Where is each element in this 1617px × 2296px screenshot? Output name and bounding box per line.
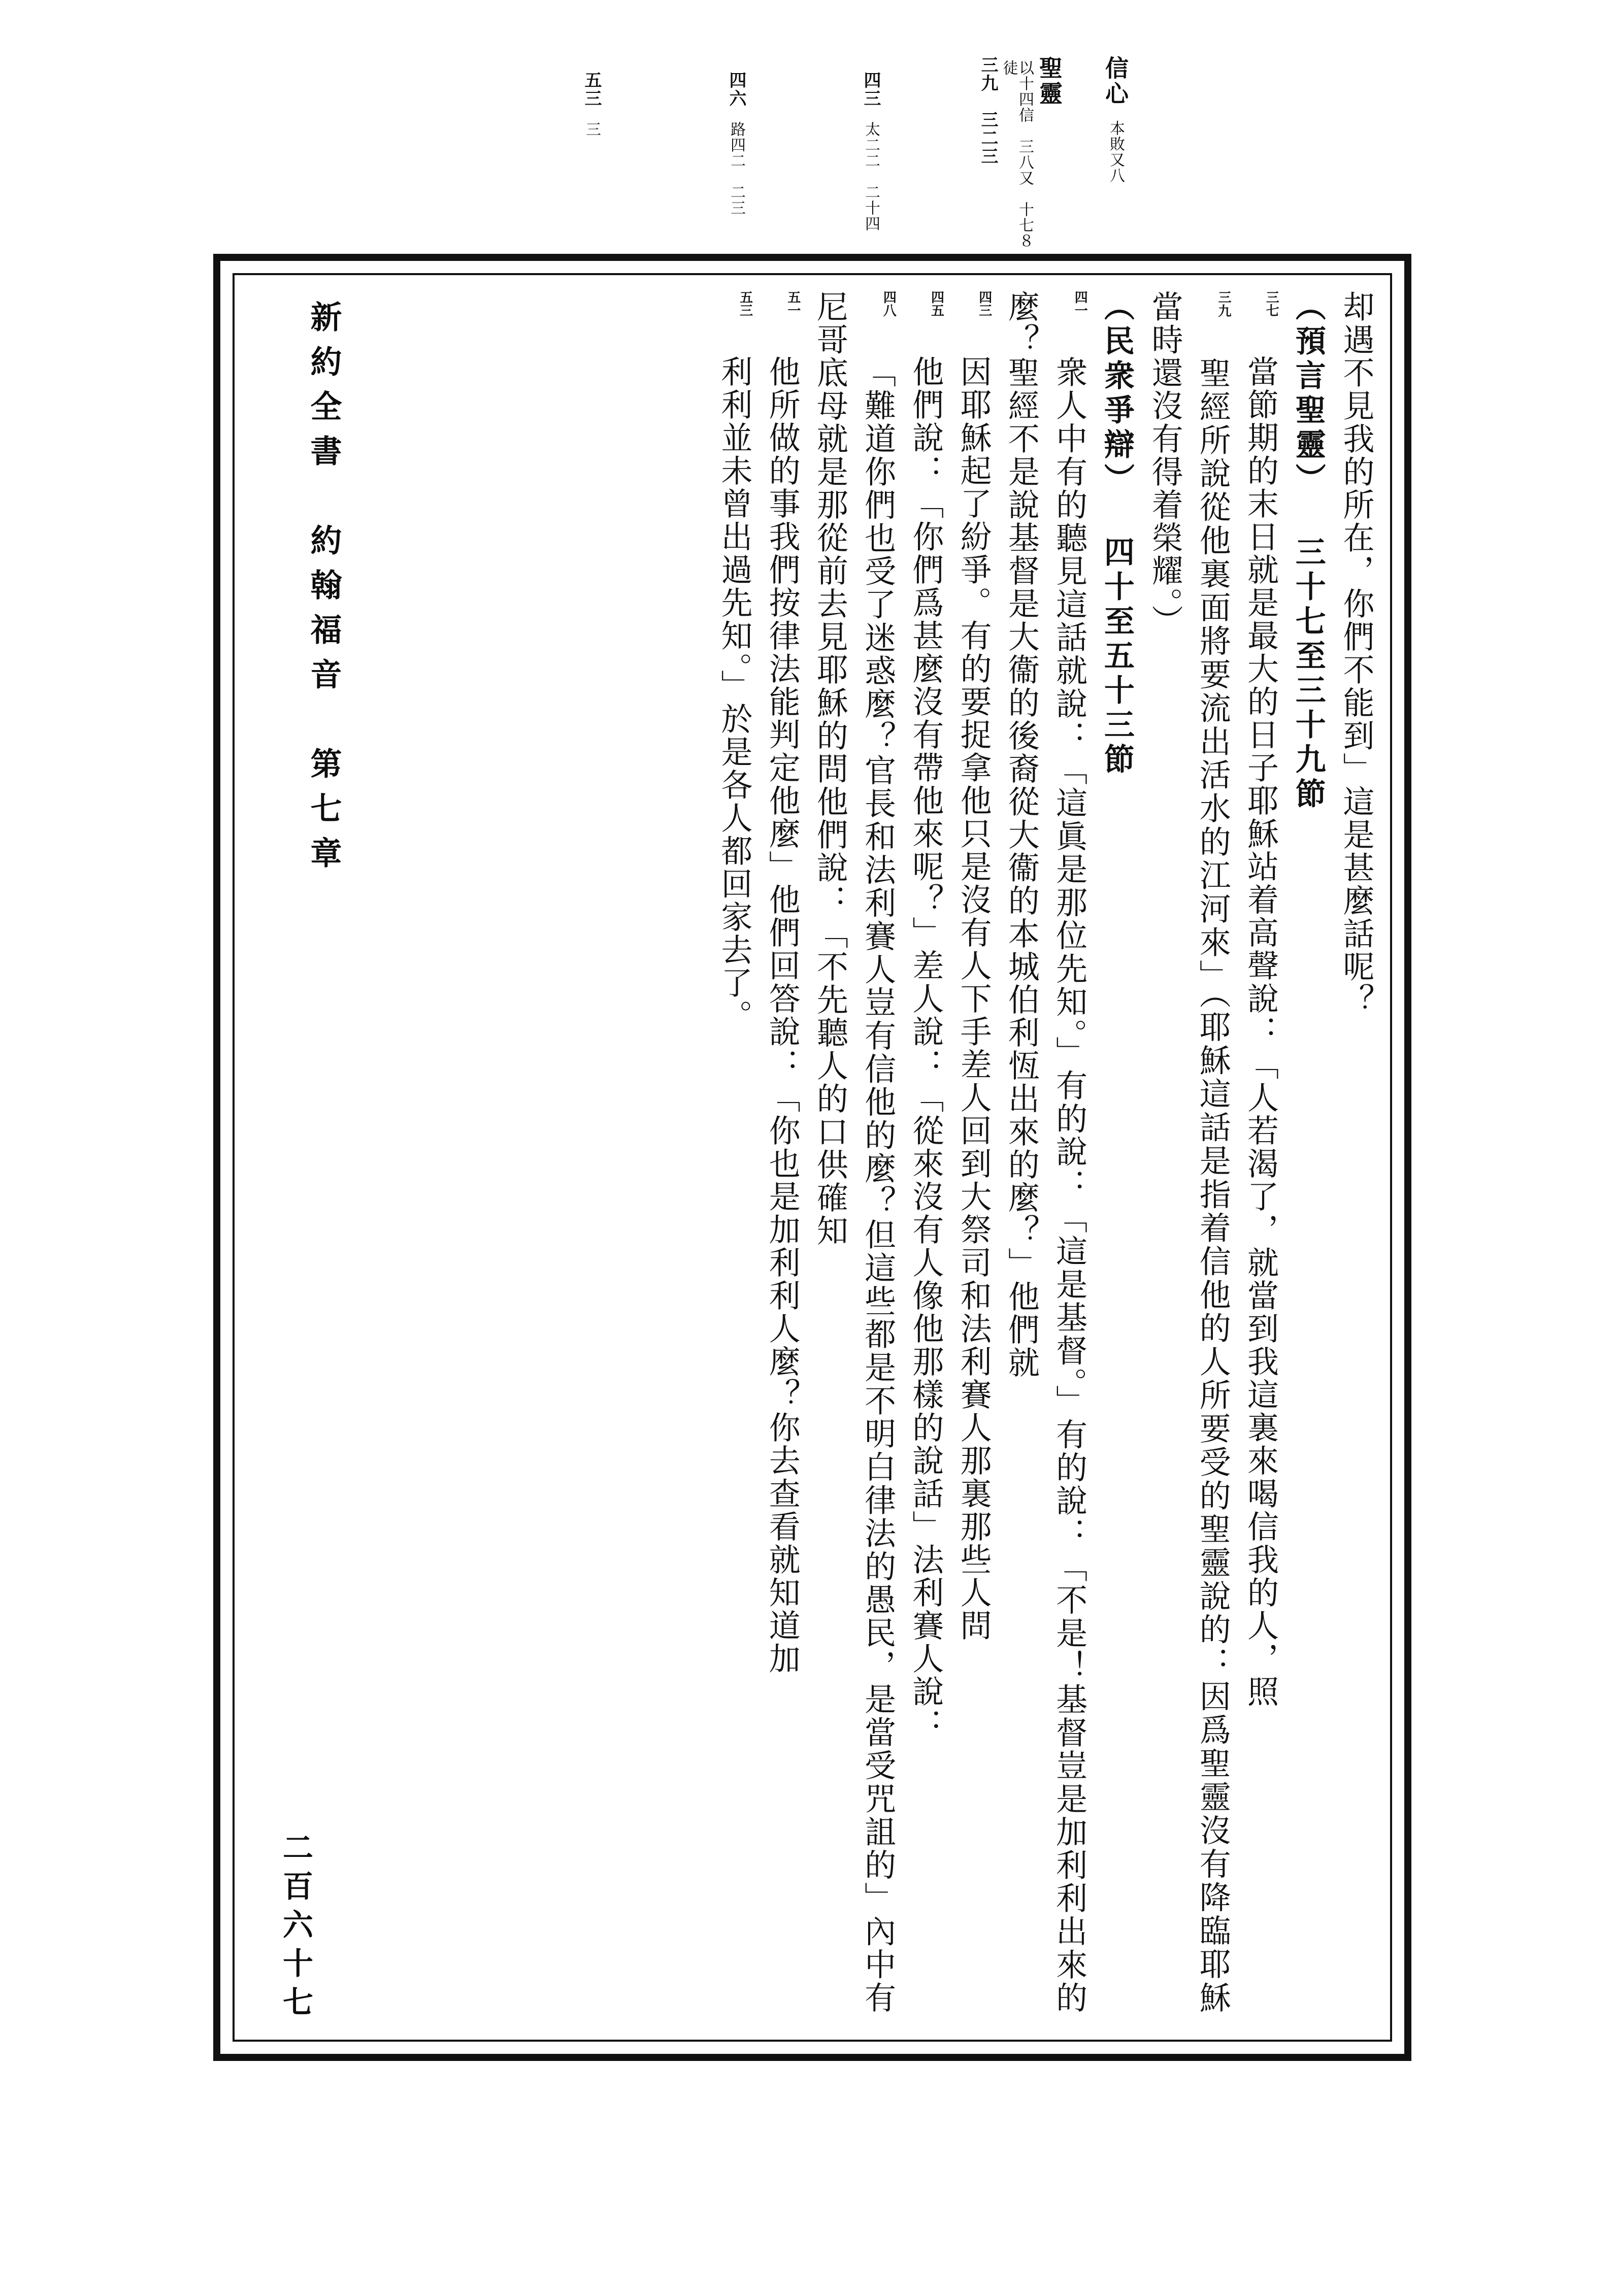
verse-37 [1236, 290, 1284, 2014]
verse-number-43: 四三 [976, 290, 992, 317]
section-heading-people-dispute [1093, 290, 1141, 2014]
verse-number-48: 四八 [881, 290, 897, 317]
verse-39-text: 聖經所說從他裏面將要流出活水的江河來」（耶穌這話是指着信他的人所要受的聖靈說的：因爲聖靈沒有降臨耶穌當時還沒有得着榮耀。） [1146, 290, 1232, 2015]
page-number: 二百六十七 [278, 1832, 313, 2024]
page-frame-outer [213, 254, 1411, 2061]
margin-note-faith-refs: 本敗又八 [1107, 120, 1125, 183]
margin-note-53 [579, 71, 604, 137]
section-range-1: 三十七至三十九節 [1290, 536, 1326, 812]
verse-51 [758, 290, 806, 2014]
verse-36-text: 却遇不見我的所在，你們不能到」這是甚麼話呢？ [1338, 290, 1375, 1016]
margin-note-46-numbers: 四六 [726, 71, 746, 108]
verse-45-text: 他們說：「你們爲甚麼沒有帶他來呢？」差人說：「從來沒有人像他那樣的說話」法利賽人說： [907, 355, 944, 1741]
margin-note-53-numbers: 五三 [581, 71, 602, 108]
verse-37-text: 當節期的末日就是最大的日子耶穌站着高聲說：「人若渴了，就當到我這裏來喝信我的人，照 [1242, 355, 1279, 1708]
verse-number-45: 四五 [929, 290, 944, 317]
verse-39 [1141, 290, 1236, 2014]
scripture-body [346, 285, 1380, 2029]
verse-43 [949, 290, 997, 2014]
section-heading-promise-of-spirit [1284, 290, 1332, 2014]
section-range-2: 四十至五十三節 [1099, 536, 1135, 778]
verse-number-53: 五三 [737, 290, 753, 317]
verse-53 [710, 290, 758, 2014]
margin-note-43-numbers: 四三 [861, 71, 881, 108]
verse-number-41: 四一 [1072, 290, 1088, 317]
verse-48 [806, 290, 901, 2014]
verse-41-text: 衆人中有的聽見這話就說：「這眞是那位先知。」有的說：「這是基督。」有的說：「不是！基督豈是加利利出來的麼？聖經不是說基督是大衞的後裔從大衞的本城伯利恆出來的麼？」他們就 [1003, 290, 1088, 2015]
running-head [245, 285, 346, 2029]
section-title-2: （民衆爭辯） [1099, 290, 1135, 497]
verse-number-37: 三七 [1264, 290, 1279, 317]
margin-note-43 [859, 71, 883, 231]
margin-note-46-refs: 路四二 二三 [728, 121, 745, 216]
verse-53-text: 利利並未曾出過先知。」於是各人都回家去了。 [715, 355, 753, 1033]
verse-number-39: 三九 [1215, 290, 1231, 318]
margin-note-53-refs: 三 [583, 121, 601, 137]
verse-number-51: 五一 [785, 290, 801, 317]
margin-note-holy-spirit-numbers: 三九 三二三 [978, 56, 998, 165]
margin-note-43-refs: 太二二 二十四 [862, 121, 880, 231]
margin-note-46 [724, 71, 749, 216]
verse-36-continuation [1332, 290, 1380, 2014]
section-title-1: （預言聖靈） [1290, 290, 1326, 497]
page-content [245, 285, 1380, 2029]
margin-note-holy-spirit-heading: 聖靈 [1036, 56, 1063, 107]
running-head-text: 新約全書 約翰福音 第七章 [305, 301, 342, 881]
margin-note-faith [1099, 56, 1132, 183]
margin-note-faith-heading: 信心 [1102, 56, 1129, 107]
margin-note-holy-spirit-refs: 以十四信 三八又 十七８徒 [1000, 60, 1034, 249]
verse-41 [997, 290, 1093, 2014]
verse-48-text: 「難道你們也受了迷惑麼？官長和法利賽人豈有信他的麼？但這些都是不明白律法的愚民，是當受咒詛的」內中有尼哥底母就是那從前去見耶穌的問他們說：「不先聽人的口供確知 [811, 290, 897, 2015]
verse-51-text: 他所做的事我們按律法能判定他麼」他們回答說：「你也是加利利人麼？你去查看就知道加 [764, 355, 801, 1675]
margin-annotations [447, 56, 1208, 259]
verse-45 [902, 290, 949, 2014]
margin-note-holy-spirit [976, 56, 1066, 259]
verse-43-text: 因耶穌起了紛爭。有的要捉拿他只是沒有人下手差人回到大祭司和法利賽人那裏那些人問 [955, 355, 993, 1642]
